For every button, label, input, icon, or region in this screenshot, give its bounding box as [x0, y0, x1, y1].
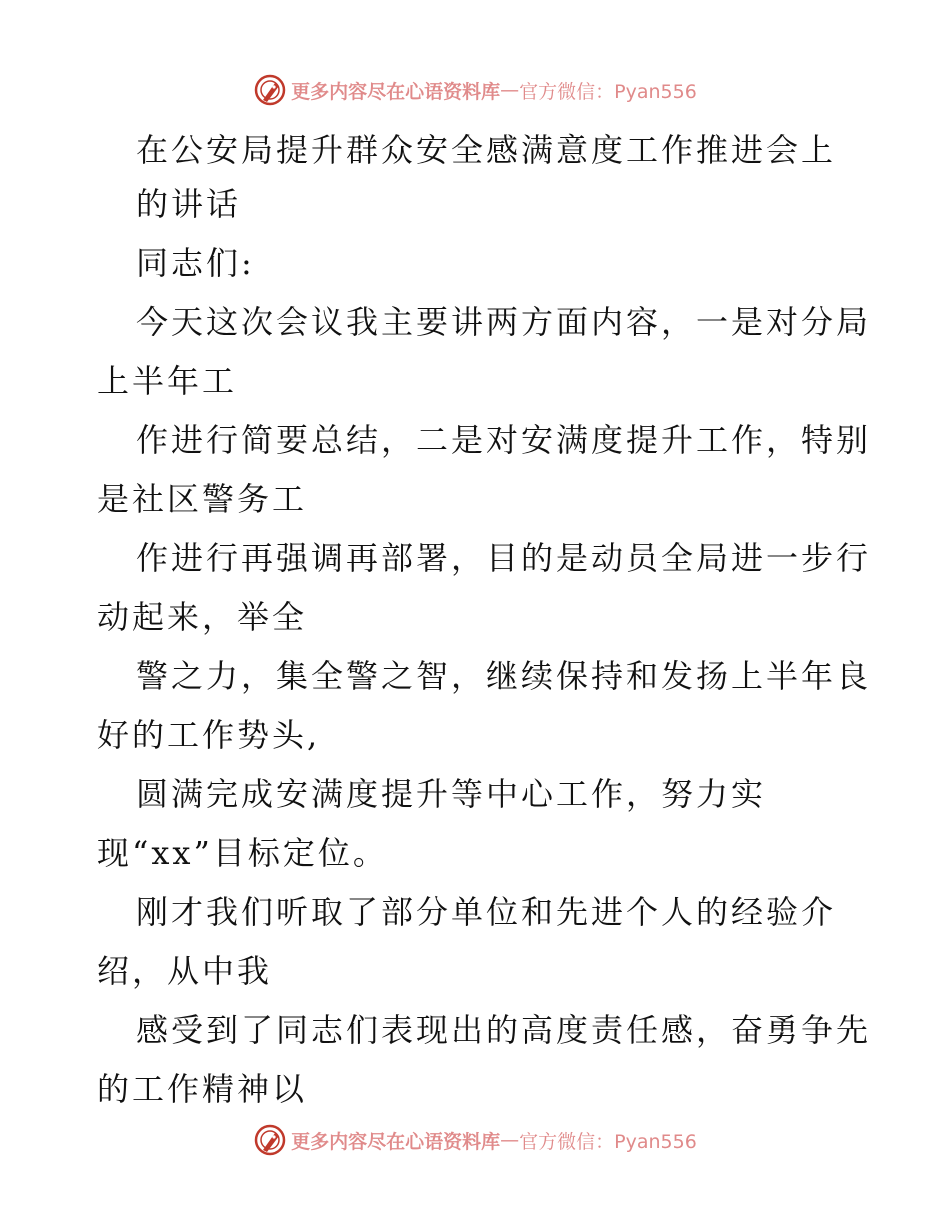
paragraph-line: 动起来，举全	[97, 598, 308, 636]
title-line-2: 的讲话	[136, 185, 242, 223]
paragraph-line: 今天这次会议我主要讲两方面内容，一是对分局	[136, 303, 872, 341]
paragraph-line: 感受到了同志们表现出的高度责任感，奋勇争先	[136, 1011, 872, 1049]
paragraph-line: 作进行再强调再部署，目的是动员全局进一步行	[136, 539, 872, 577]
paragraph-line: 刚才我们听取了部分单位和先进个人的经验介	[136, 893, 837, 931]
paragraph-line: 的工作精神以	[97, 1070, 308, 1108]
title-line-1: 在公安局提升群众安全感满意度工作推进会上	[136, 131, 837, 169]
paragraph-line: 是社区警务工	[97, 480, 308, 518]
paragraph-line: 警之力，集全警之智，继续保持和发扬上半年良	[136, 657, 872, 695]
banner-site-text: 更多内容尽在心语资料库	[291, 1130, 501, 1153]
header-banner	[0, 70, 950, 110]
paragraph-line: 现“xx”目标定位。	[97, 834, 388, 872]
paragraph-line: 圆满完成安满度提升等中心工作，努力实	[136, 775, 767, 813]
pen-logo-icon	[253, 1123, 287, 1157]
paragraph-line: 作进行简要总结，二是对安满度提升工作，特别	[136, 421, 872, 459]
paragraph-line: 上半年工	[97, 362, 238, 400]
banner-contact-text: 官方微信：Pyan556	[519, 80, 697, 103]
paragraph-line: 绍，从中我	[97, 952, 273, 990]
paragraph-line: 好的工作势头,	[97, 716, 321, 754]
banner-separator: —	[500, 1129, 520, 1151]
banner-site-text: 更多内容尽在心语资料库	[291, 80, 501, 103]
banner-separator: —	[500, 79, 520, 101]
pen-logo-icon	[253, 73, 287, 107]
footer-banner	[0, 1120, 950, 1160]
salutation: 同志们:	[136, 244, 255, 282]
banner-contact-text: 官方微信：Pyan556	[519, 1130, 697, 1153]
